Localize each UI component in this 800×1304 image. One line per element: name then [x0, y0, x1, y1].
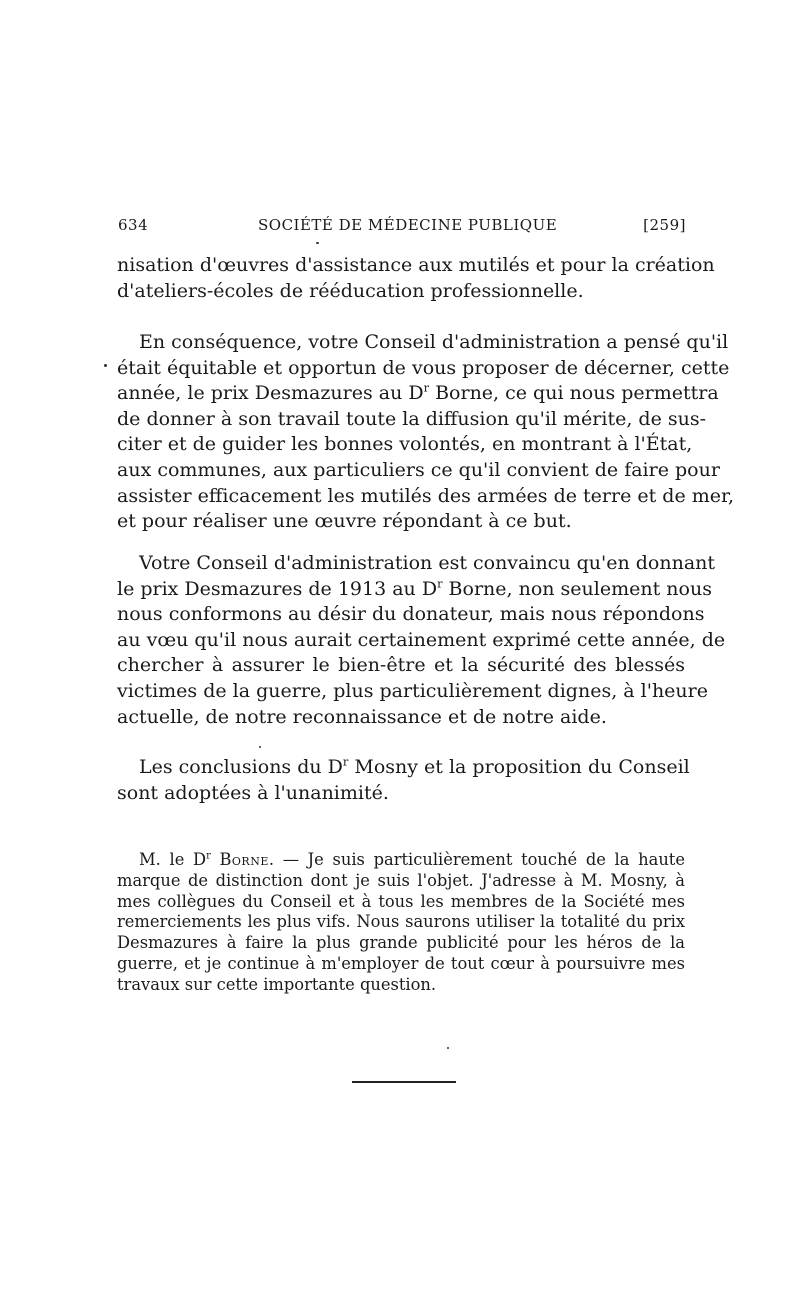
text-line: victimes de la guerre, plus particulièrement dignes, à l'heure — [117, 679, 708, 702]
text-line: assister efficacement les mutilés des armées de terre et de mer, — [117, 484, 735, 507]
paragraph-consequence — [117, 330, 735, 535]
text-line: travaux sur cette importante question. — [117, 974, 437, 994]
text-line: chercher à assurer le bien-être et la sécurité des blessés — [117, 654, 685, 677]
scan-speck — [447, 1047, 449, 1049]
scan-speck — [259, 746, 261, 748]
superscript: r — [423, 380, 430, 395]
text-line — [117, 576, 712, 603]
paragraph-borne-reply — [117, 850, 685, 996]
superscript: r — [206, 850, 211, 862]
text-line: nous conformons au désir du donateur, mais nous répondons — [117, 603, 705, 626]
text-run: . — Je suis particulièrement touché de la haute — [268, 850, 685, 869]
text-line: était équitable et opportun de vous proposer de décerner, cette — [117, 356, 730, 379]
text-line: Desmazures à faire la plus grande publicité pour les héros de la — [117, 933, 685, 953]
text-line: citer et de guider les bonnes volontés, en montrant à l'État, — [117, 433, 693, 456]
text-run: M. le D — [139, 850, 207, 869]
text-line: marque de distinction dont je suis l'objet. J'adresse à M. Mosny, à — [117, 870, 685, 890]
running-header — [118, 216, 686, 238]
journal-title: SOCIÉTÉ DE MÉDECINE PUBLIQUE — [258, 216, 558, 234]
page-number: 634 — [118, 216, 149, 234]
text-line: mes collègues du Conseil et à tous les membres de la Société mes — [117, 891, 685, 911]
text-line: d'ateliers-écoles de rééducation professionnelle. — [117, 279, 584, 302]
original-page-ref: [259] — [643, 216, 686, 234]
paragraph-continuation — [117, 253, 715, 304]
text-line: En conséquence, votre Conseil d'administration a pensé qu'il — [139, 331, 729, 353]
text-run: Mosny et la proposition du Conseil — [348, 756, 690, 778]
superscript: r — [342, 754, 349, 769]
text-line: de donner à son travail toute la diffusion qu'il mérite, de sus- — [117, 407, 707, 430]
paragraph-conseil — [117, 551, 726, 730]
text-run: année, le prix Desmazures au D — [117, 382, 424, 405]
text-run: Borne, non seulement nous — [442, 577, 712, 600]
text-line: au vœu qu'il nous aurait certainement exprimé cette année, de — [117, 628, 726, 651]
paragraph-conclusions — [117, 754, 690, 806]
text-line — [117, 850, 685, 871]
superscript: r — [437, 576, 443, 591]
text-run: Les conclusions du D — [139, 756, 343, 778]
text-line — [117, 380, 719, 407]
scan-speck — [316, 242, 319, 244]
text-line — [117, 754, 690, 781]
text-line: et pour réaliser une œuvre répondant à ce but. — [117, 510, 572, 533]
text-line: guerre, et je continue à m'employer de tout cœur à poursuivre mes — [117, 953, 685, 973]
text-run: le prix Desmazures de 1913 au D — [117, 577, 438, 600]
text-line: aux communes, aux particuliers ce qu'il convient de faire pour — [117, 458, 720, 481]
text-line: nisation d'œuvres d'assistance aux mutilés et pour la création — [117, 254, 715, 276]
section-end-rule — [352, 1081, 456, 1083]
text-line: remerciements les plus vifs. Nous saurons utiliser la totalité du prix — [117, 912, 685, 932]
text-line: Votre Conseil d'administration est convaincu qu'en donnant — [139, 552, 716, 574]
scan-speck — [104, 364, 107, 367]
speaker-name: Borne — [219, 850, 269, 869]
text-line: sont adoptées à l'unanimité. — [117, 781, 389, 804]
text-line: actuelle, de notre reconnaissance et de notre aide. — [117, 705, 607, 728]
text-run: Borne, ce qui nous permettra — [429, 382, 719, 405]
